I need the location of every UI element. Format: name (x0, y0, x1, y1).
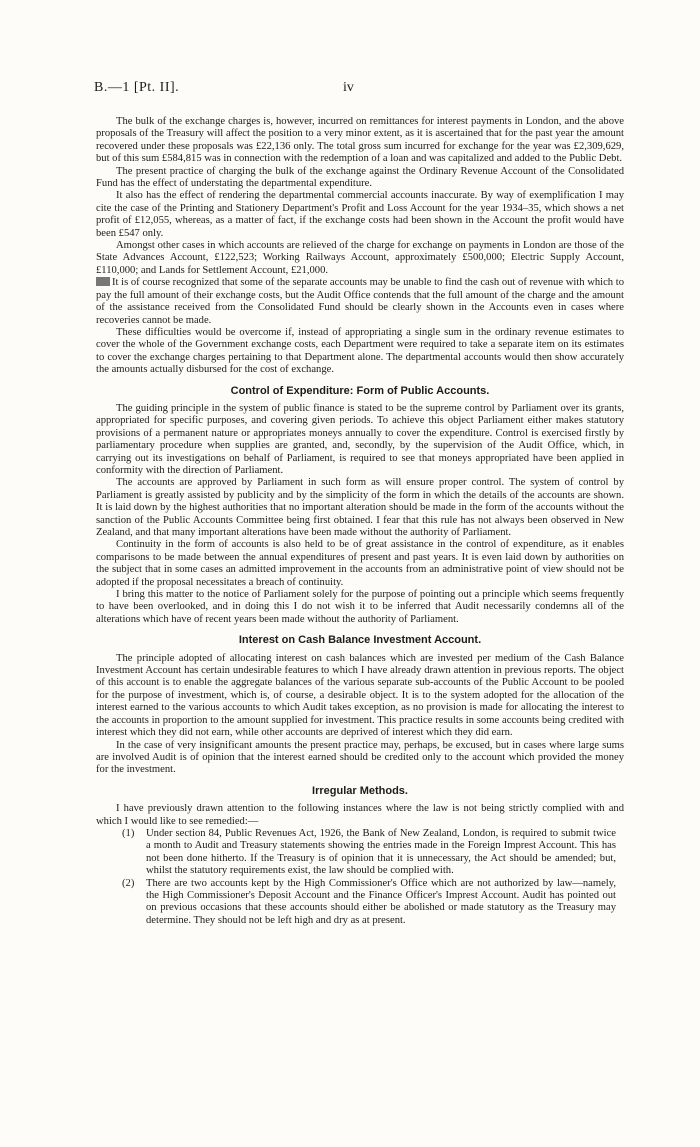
paragraph: Continuity in the form of accounts is also held to be of great assistance in the control of expenditure, as it enables comparisons to be made between the annual expenditures of present and past years. It is even laid down by authorities on the subject that in some cases an admitted improvement in the accounts from an administrative point of view should not be adopted if the proposal necessitates a breach of continuity. (96, 539, 624, 588)
body-text (96, 116, 624, 927)
numbered-list (96, 828, 624, 927)
scan-mark-icon (96, 277, 110, 286)
list-item-text: There are two accounts kept by the High Commissioner's Office which are not authorized by law—namely, the High Commissioner's Deposit Account and the Finance Officer's Imprest Account. Audit has pointed out on previous occasions that these accounts should either be abolished or made statutory as the Treasury may determine. They should not be left high and dry as at present. (146, 877, 616, 926)
paragraph: The present practice of charging the bulk of the exchange against the Ordinary Revenue Account of the Consolidated Fund has the effect of understating the departmental expenditure. (96, 165, 624, 190)
section-heading-control: Control of Expenditure: Form of Public Accounts. (230, 384, 490, 397)
list-item-number: (1) (122, 827, 135, 839)
paragraph: The accounts are approved by Parliament in such form as will ensure proper control. The system of control by Parliament is greatly assisted by publicity and by the simplicity of the form in which the details of the accounts are shown. It is laid down by the highest authorities that no important alteration should be made in the form of the accounts without the sanction of the Public Accounts Committee being first obtained. I fear that this rule has not always been observed in New Zealand, and that many important alterations have been made without the authority of Parliament. (96, 477, 624, 538)
paragraph: Amongst other cases in which accounts are relieved of the charge for exchange on payments in London are those of the State Advances Account, £122,523; Working Railways Account, approximately £500,000; Electric Supply Account, £110,000; and Lands for Settlement Account, £21,000. (96, 240, 624, 276)
paragraph: I bring this matter to the notice of Parliament solely for the purpose of pointing out a principle which seems frequently to have been overlooked, and in doing this I do not wish it to be inferred that Audit necessarily condemns all of the alterations which have of recent years been made without the authority of Parliament. (96, 589, 624, 625)
paragraph-with-mark (96, 277, 624, 327)
paragraph-text: It is of course recognized that some of the separate accounts may be unable to find the cash out of revenue with which to pay the full amount of their exchange costs, but the Audit Office contends that the full amount of the charge and the amount of the assistance received from the Consolidated Fund should be clearly shown in the Accounts even in cases where recoveries cannot be made. (96, 277, 624, 326)
paragraph: The guiding principle in the system of public finance is stated to be the supreme control by Parliament over its grants, appropriated for specific purposes, and covering given periods. To achieve this object Parliament either makes statutory provisions of a permanent nature or appropriates moneys annually to cover the expenditure. Control is exercised firstly by parliamentary procedure when supplies are granted, and, secondly, by the supervision of the Audit Office, which, in carrying out its investigations on behalf of Parliament, is required to see that moneys appropriated have been applied in conformity with the direction of Parliament. (96, 402, 624, 476)
paragraph: It also has the effect of rendering the departmental commercial accounts inaccurate. By way of exemplification I may cite the case of the Printing and Stationery Department's Profit and Loss Account for the year 1934–35, which shows a net profit of £12,055, whereas, as a matter of fact, if the exchange costs had been shown in the Account the profit would have been £547 only. (96, 190, 624, 239)
list-item (96, 878, 624, 928)
section-heading-irregular: Irregular Methods. (312, 784, 408, 797)
paragraph: The principle adopted of allocating interest on cash balances which are invested per medium of the Cash Balance Investment Account has certain undesirable features to which I have already drawn attention in previous reports. The object of this account is to enable the aggregate balances of the various separate sub-accounts of the Public Account to be pooled for the purpose of investment, which is, of course, a desirable object. It is to the system adopted for the allocation of the interest earned to the various accounts to which Audit takes exception, as no provision is made for allocating the interest to the accounts in proportion to the amount supplied for investment. This practice results in some accounts being credited with interest which they did not earn, while other accounts are deprived of interest which they did earn. (96, 652, 624, 739)
list-item (96, 828, 624, 878)
document-reference: B.—1 [Pt. II]. (94, 80, 180, 95)
list-item-text: Under section 84, Public Revenues Act, 1926, the Bank of New Zealand, London, is required to submit twice a month to Audit and Treasury statements showing the entries made in the Foreign Imprest Account. This has not been done hitherto. If the Treasury is of opinion that it is unnecessary, the Act should be amended; but, whilst the statutory requirements exist, the law should be complied with. (146, 827, 616, 877)
paragraph: I have previously drawn attention to the following instances where the law is not being strictly complied with and which I would like to see remedied:— (96, 803, 624, 827)
section-heading-interest: Interest on Cash Balance Investment Account. (238, 634, 482, 647)
page-number: iv (343, 80, 354, 95)
paragraph: In the case of very insignificant amounts the present practice may, perhaps, be excused, but in cases where large sums are involved Audit is of opinion that the interest earned should be credited only to the account which provided the money for the investment. (96, 739, 624, 776)
list-item-number: (2) (122, 877, 135, 889)
paragraph: The bulk of the exchange charges is, however, incurred on remittances for interest payments in London, and the above proposals of the Treasury will affect the position to a very minor extent, as it is ascertained that for the past year the amount recovered under these proposals was £22,136 only. The total gross sum incurred for exchange for the year was £2,309,629, but of this sum £584,815 was in connection with the redemption of a loan and was capitalized and added to the Public Debt. (96, 116, 624, 165)
paragraph: These difficulties would be overcome if, instead of appropriating a single sum in the ordinary revenue estimates to cover the whole of the Government exchange costs, each Department were required to take a separate item on its estimates to cover the exchange charges pertaining to that Department alone. The departmental accounts would then show accurately the amounts actually disbursed for the cost of exchange. (96, 326, 624, 376)
